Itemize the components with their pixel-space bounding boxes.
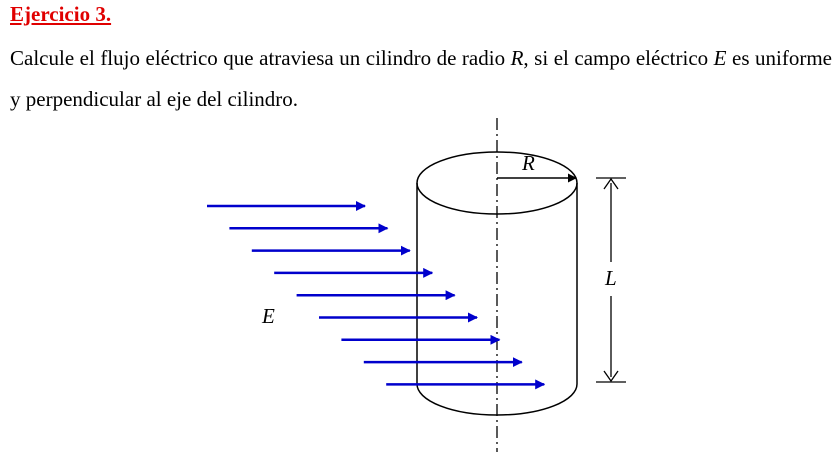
statement-part-1: Calcule el flujo eléctrico que atraviesa un cilindro de radio bbox=[10, 46, 511, 70]
radius-variable: R bbox=[510, 46, 524, 70]
statement-part-2: , si el campo eléctrico bbox=[523, 46, 714, 70]
length-label: L bbox=[605, 266, 617, 290]
statement-part-3: es uniforme y perpendicular al eje del cilindro. bbox=[10, 46, 832, 111]
field-label: E bbox=[262, 304, 275, 328]
cylinder-top-ellipse bbox=[417, 152, 577, 214]
radius-label: R bbox=[522, 151, 535, 175]
field-arrows bbox=[207, 206, 544, 384]
exercise-title: Ejercicio 3. bbox=[10, 2, 112, 26]
field-variable: E bbox=[713, 46, 727, 70]
